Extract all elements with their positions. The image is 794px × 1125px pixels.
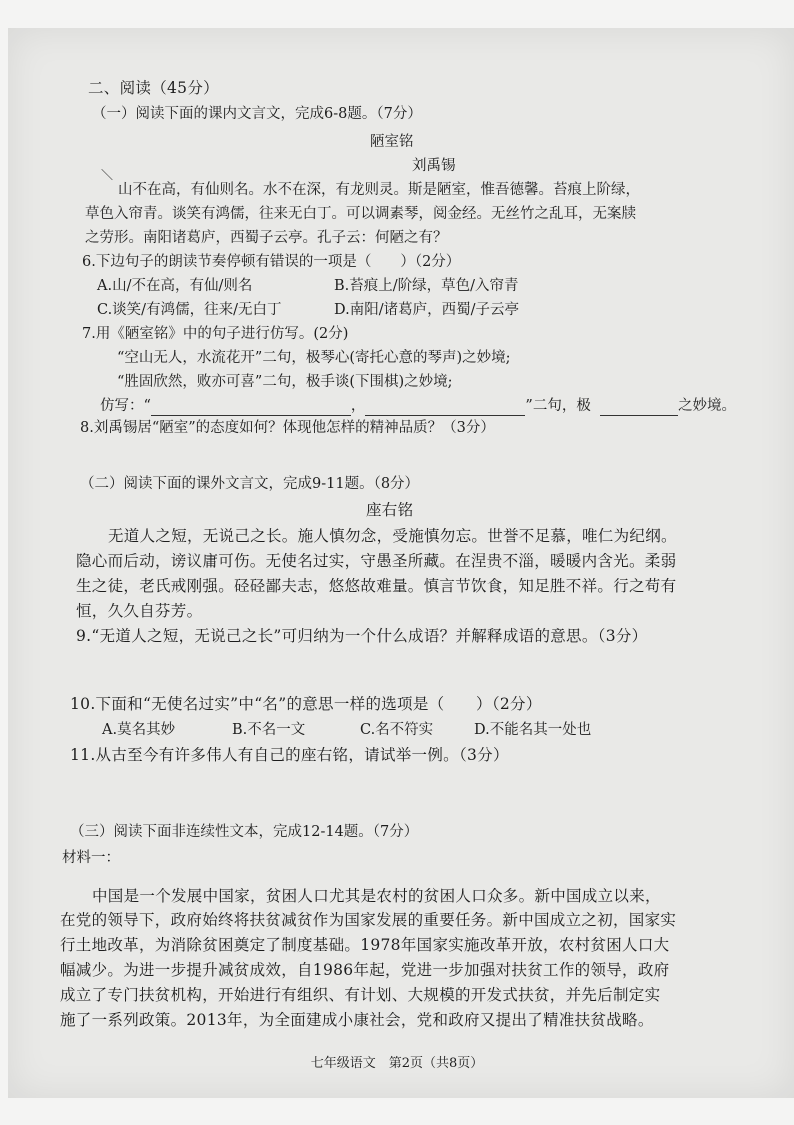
q7-answer-line <box>100 396 736 416</box>
part2-title: 座右铭 <box>366 501 414 519</box>
question-7: 7.用《陋室铭》中的句子进行仿写。(2分) <box>82 326 349 342</box>
question-9: 9.“无道人之短，无说己之长”可归纳为一个什么成语？并解释成语的意思。（3分） <box>76 627 648 645</box>
part2-instruction: （二）阅读下面的课外文言文，完成9-11题。（8分） <box>80 476 420 492</box>
q6-option-b: B.苔痕上/阶绿，草色/入帘青 <box>334 278 519 294</box>
pen-mark: ＼ <box>101 168 114 182</box>
part3-text-line: 行土地改革，为消除贫困奠定了制度基础。1978年国家实施改革开放，农村贫困人口大 <box>60 936 670 954</box>
part3-text-line: 幅减少。为进一步提升减贫成效，自1986年起，党进一步加强对扶贫工作的领导，政府 <box>60 961 670 979</box>
part3-text-line: 成立了专门扶贫机构，开始进行有组织、有计划、大规模的开发式扶贫，并先后制定实 <box>60 986 661 1004</box>
q7-blank-1[interactable] <box>151 399 351 416</box>
section-title: 二、阅读（45分） <box>88 79 219 97</box>
part1-text-line: 之劳形。南阳诸葛庐，西蜀子云亭。孔子云：何陋之有？ <box>85 230 448 246</box>
part1-text-line: 山不在高，有仙则名。水不在深，有龙则灵。斯是陋室，惟吾德馨。苔痕上阶绿， <box>118 182 640 198</box>
q6-option-d: D.南阳/诸葛庐，西蜀/子云亭 <box>334 302 519 318</box>
page-footer: 七年级语文 第2页（共8页） <box>310 1056 484 1071</box>
q10-option-a: A.莫名其妙 <box>102 722 176 738</box>
q7-blank-2[interactable] <box>365 399 525 416</box>
q7-example-1: “空山无人，水流花开”二句，极琴心(寄托心意的琴声)之妙境; <box>117 350 511 366</box>
q7-end: 之妙境。 <box>678 398 737 414</box>
question-11: 11.从古至今有许多伟人有自己的座右铭，请试举一例。（3分） <box>70 746 509 764</box>
part2-text-line: 无道人之短，无说己之长。施人慎勿念，受施慎勿忘。世誉不足慕，唯仁为纪纲。 <box>108 527 677 545</box>
part2-text-line: 隐心而后动，谤议庸可伤。无使名过实，守愚圣所藏。在涅贵不淄，暖暖内含光。柔弱 <box>76 552 677 570</box>
q10-option-c: C.名不符实 <box>360 722 434 738</box>
q7-prefix: 仿写：“ <box>100 398 151 414</box>
part1-author: 刘禹锡 <box>412 158 456 174</box>
part3-text-line: 施了一系列政策。2013年，为全面建成小康社会，党和政府又提出了精准扶贫战略。 <box>60 1011 654 1029</box>
q7-blank-3[interactable] <box>600 399 678 416</box>
question-10: 10.下面和“无使名过实”中“名”的意思一样的选项是（ ）（2分） <box>70 695 542 713</box>
q7-example-2: “胜固欣然，败亦可喜”二句，极手谈(下围棋)之妙境; <box>117 374 453 390</box>
q7-comma: ， <box>350 398 366 414</box>
part2-text-line: 生之徒，老氏戒刚强。硁硁鄙夫志，悠悠故难量。慎言节饮食，知足胜不祥。行之苟有 <box>76 577 677 595</box>
q7-mid: ”二句，极 <box>525 398 591 414</box>
question-8: 8.刘禹锡居“陋室”的态度如何？体现他怎样的精神品质？（3分） <box>80 420 495 436</box>
part3-text-line: 中国是一个发展中国家，贫困人口尤其是农村的贫困人口众多。新中国成立以来， <box>92 887 661 905</box>
part1-text-line: 草色入帘青。谈笑有鸿儒，往来无白丁。可以调素琴，阅金经。无丝竹之乱耳，无案牍 <box>85 206 636 222</box>
material-label: 材料一： <box>62 850 120 866</box>
part2-text-line: 恒，久久自芬芳。 <box>76 602 203 620</box>
q6-option-a: A.山/不在高，有仙/则名 <box>97 278 253 294</box>
part1-instruction: （一）阅读下面的课内文言文，完成6-8题。（7分） <box>92 106 422 122</box>
q10-option-d: D.不能名其一处也 <box>474 722 592 738</box>
question-6: 6.下边句子的朗读节奏停顿有错误的一项是（ ）（2分） <box>82 254 461 270</box>
part3-instruction: （三）阅读下面非连续性文本，完成12-14题。（7分） <box>70 824 419 840</box>
part1-title: 陋室铭 <box>370 134 414 150</box>
q10-option-b: B.不名一文 <box>232 722 306 738</box>
part3-text-line: 在党的领导下，政府始终将扶贫减贫作为国家发展的重要任务。新中国成立之初，国家实 <box>60 911 677 929</box>
q6-option-c: C.谈笑/有鸿儒，往来/无白丁 <box>97 302 282 318</box>
